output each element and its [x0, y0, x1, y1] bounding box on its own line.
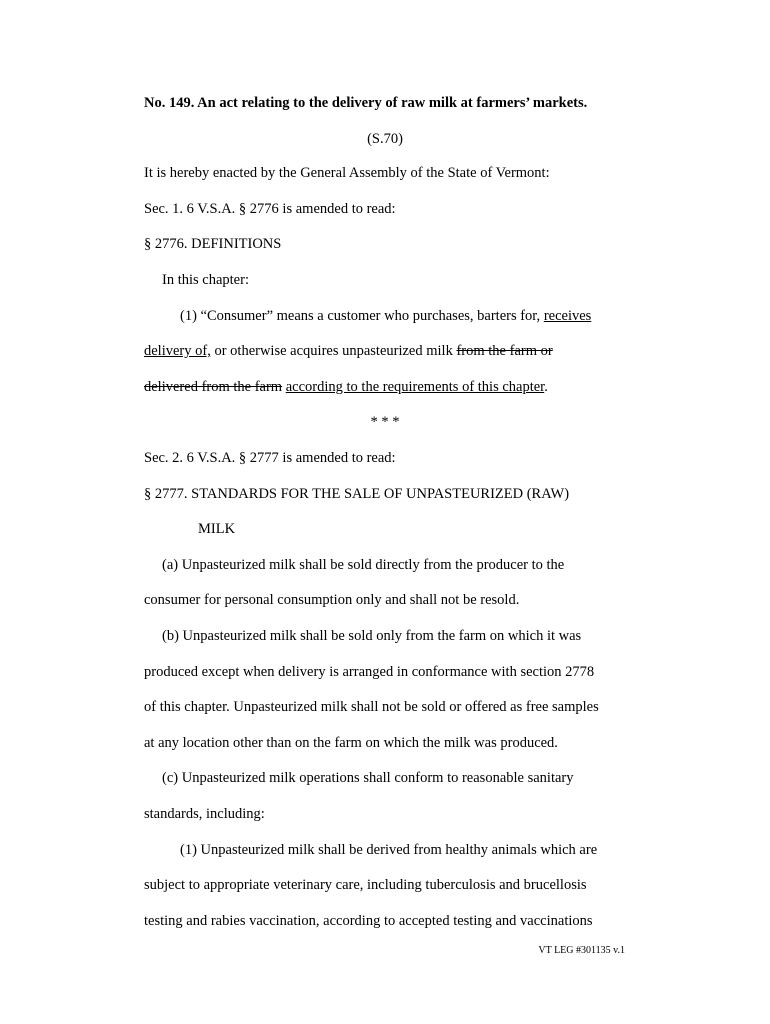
subsection-c-line-2: standards, including: — [144, 806, 265, 822]
subsection-c1-line-1: (1) Unpasteurized milk shall be derived from healthy animals which are — [180, 842, 598, 858]
subsection-a-line-1: (a) Unpasteurized milk shall be sold directly from the producer to the — [162, 557, 565, 573]
subsection-c-line-1: (c) Unpasteurized milk operations shall conform to reasonable sanitary — [162, 770, 574, 786]
definition-1-line-3 — [144, 378, 548, 396]
subsection-b-line-1: (b) Unpasteurized milk shall be sold only from the farm on which it was — [162, 628, 582, 644]
sec1-heading: Sec. 1. 6 V.S.A. § 2776 is amended to read: — [144, 201, 396, 217]
subsection-b-line-4: at any location other than on the farm on which the milk was produced. — [144, 735, 558, 751]
sec1-intro: In this chapter: — [162, 272, 249, 288]
inserted-text: receives — [543, 308, 592, 324]
inserted-text: according to the requirements of this chapter — [285, 379, 545, 395]
sec2-section-title: § 2777. STANDARDS FOR THE SALE OF UNPASTEURIZED (RAW) — [144, 486, 570, 502]
sec2-heading: Sec. 2. 6 V.S.A. § 2777 is amended to read: — [144, 450, 396, 466]
section-separator: * * * — [370, 414, 400, 430]
enacting-clause: It is hereby enacted by the General Assembly of the State of Vermont: — [144, 165, 550, 181]
inserted-text: delivery of, — [144, 343, 211, 359]
definition-text: or otherwise acquires unpasteurized milk — [210, 343, 457, 359]
sec2-section-title-cont: MILK — [198, 521, 236, 537]
document-footer-id: VT LEG #301135 v.1 — [538, 945, 625, 956]
sec1-section-title: § 2776. DEFINITIONS — [144, 236, 282, 252]
definition-text: . — [544, 379, 548, 395]
bill-number: (S.70) — [367, 131, 403, 147]
subsection-c1-line-2: subject to appropriate veterinary care, including tuberculosis and brucellosis — [144, 877, 587, 893]
deleted-text: from the farm or — [456, 343, 553, 359]
deleted-text: delivered from the farm — [144, 379, 283, 395]
subsection-a-line-2: consumer for personal consumption only and shall not be resold. — [144, 592, 520, 608]
subsection-c1-line-3: testing and rabies vaccination, according to accepted testing and vaccinations — [144, 913, 593, 929]
subsection-b-line-3: of this chapter. Unpasteurized milk shall not be sold or offered as free samples — [144, 699, 599, 715]
definition-text: (1) “Consumer” means a customer who purchases, barters for, — [180, 308, 544, 324]
subsection-b-line-2: produced except when delivery is arranged in conformance with section 2778 — [144, 664, 595, 680]
definition-1-line-1 — [180, 307, 591, 325]
definition-1-line-2 — [144, 342, 553, 360]
act-title: No. 149. An act relating to the delivery of raw milk at farmers’ markets. — [144, 95, 588, 111]
